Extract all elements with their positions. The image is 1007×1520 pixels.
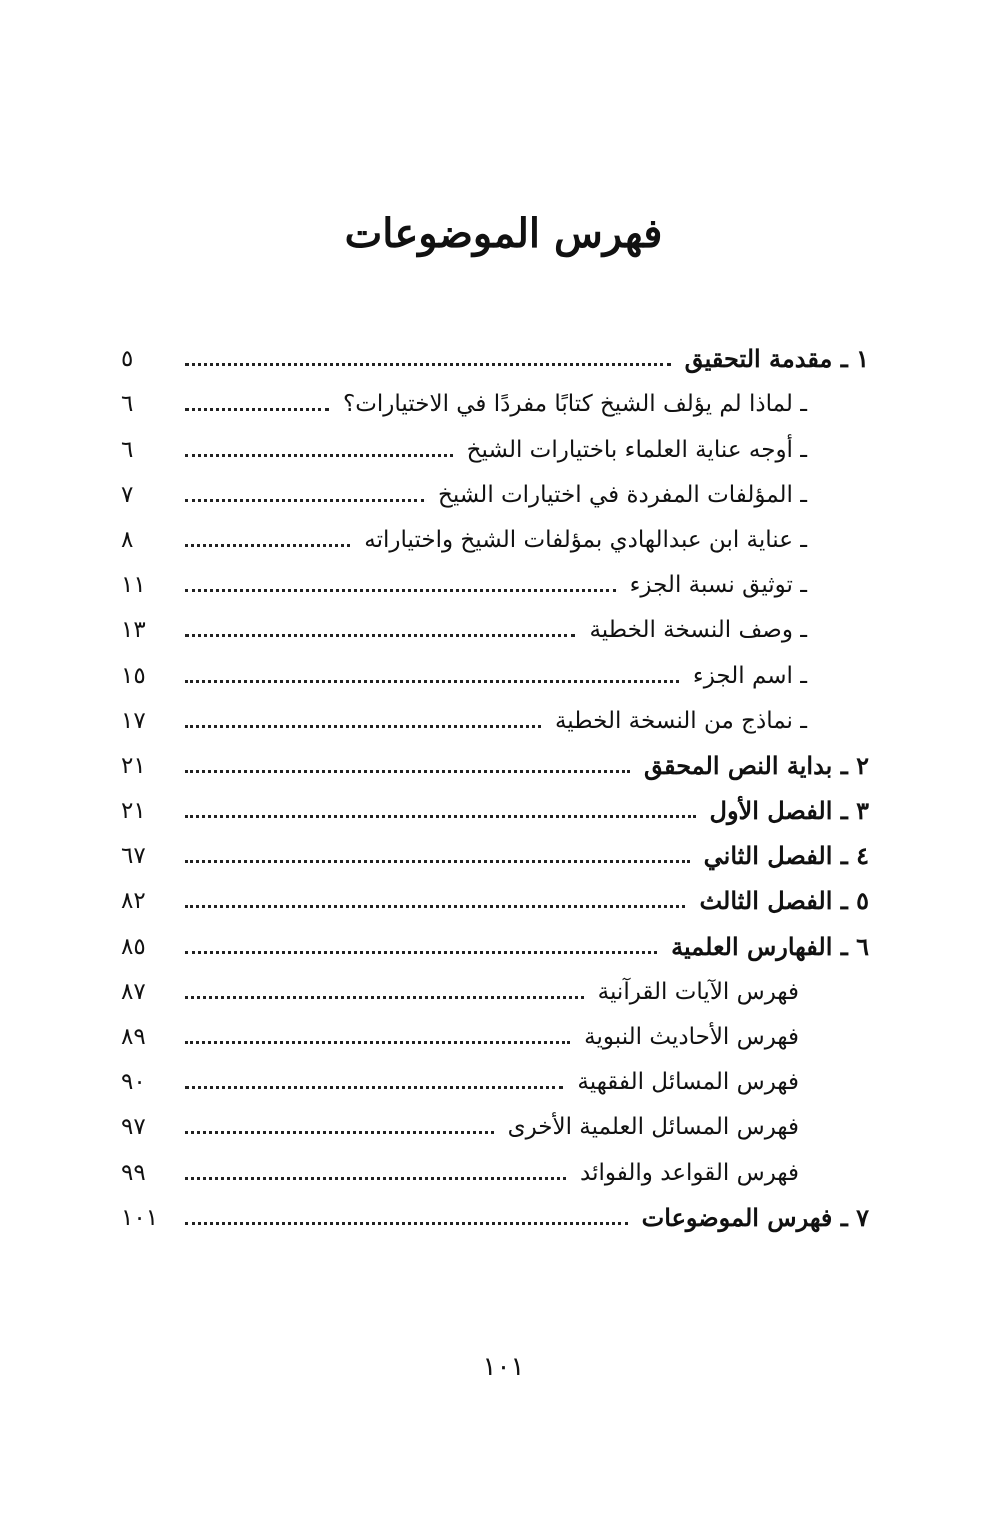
toc-entry-title: ٣ ـ الفصل الأول [709,796,869,826]
toc-entry-page-number: ٨٩ [121,1024,146,1050]
toc-entry-page-number: ٨ [121,526,134,553]
toc-entry-title: ـ نماذج من النسخة الخطية [554,707,807,734]
toc-entry-page-number: ١٥ [121,662,146,689]
dot-leader [185,1041,570,1044]
toc-entry [121,466,869,511]
table-of-contents [121,330,869,1234]
toc-entry-page-number: ٢١ [121,798,146,825]
toc-entry-title: فهرس المسائل الفقهية [577,1069,799,1096]
dot-leader [185,905,685,908]
toc-entry-page-number: ١١ [121,572,146,599]
toc-entry [121,601,869,646]
toc-entry [121,872,869,917]
toc-entry-page-number: ١٣ [121,617,146,644]
toc-entry [121,420,869,465]
toc-entry [121,375,869,420]
toc-entry-title: ـ توثيق نسبة الجزء [629,572,807,599]
dot-leader [185,860,690,863]
toc-entry-page-number: ٨٥ [121,933,146,960]
dot-leader [185,634,575,637]
toc-entry-title: ٦ ـ الفهارس العلمية [671,931,869,961]
toc-entry-title: ٤ ـ الفصل الثاني [703,841,869,871]
toc-entry [121,556,869,601]
dot-leader [185,589,616,592]
toc-entry [121,737,869,782]
toc-entry-page-number: ٧ [121,481,134,508]
toc-entry-page-number: ٨٧ [121,978,146,1005]
toc-entry [121,646,869,691]
toc-entry-title: ـ اسم الجزء [692,662,807,689]
toc-entry-title: ـ عناية ابن عبدالهادي بمؤلفات الشيخ واختياراته [364,526,807,553]
dot-leader [185,499,424,502]
toc-entry-page-number: ٩٠ [121,1069,146,1096]
toc-entry [121,1143,869,1188]
page-number: ١٠١ [482,1352,525,1382]
toc-entry [121,511,869,556]
toc-entry-title: فهرس المسائل العلمية الأخرى [507,1114,799,1141]
toc-entry-page-number: ٦٧ [121,843,146,870]
toc-entry-page-number: ١٠١ [121,1204,159,1231]
dot-leader [185,1131,494,1134]
dot-leader [185,1222,628,1225]
toc-entry [121,330,869,375]
toc-entry [121,1098,869,1143]
toc-entry [121,963,869,1008]
toc-entry-page-number: ٥ [121,346,134,373]
dot-leader [185,1086,563,1089]
dot-leader [185,725,541,728]
toc-entry-title: ـ أوجه عناية العلماء باختيارات الشيخ [466,436,807,463]
toc-entry-page-number: ٩٩ [121,1159,146,1186]
toc-entry-page-number: ٨٢ [121,888,146,915]
dot-leader [185,996,584,999]
toc-entry [121,1008,869,1053]
dot-leader [185,680,679,683]
toc-entry-title: ٢ ـ بداية النص المحقق [644,750,869,780]
toc-entry-page-number: ١٧ [121,707,146,734]
toc-entry-page-number: ٦ [121,436,134,463]
toc-entry [121,1053,869,1098]
dot-leader [185,544,350,547]
toc-entry-title: ٥ ـ الفصل الثالث [699,886,869,916]
dot-leader [185,951,657,954]
dot-leader [185,1177,566,1180]
toc-entry-title: ـ لماذا لم يؤلف الشيخ كتابًا مفردًا في الاختيارات؟ [342,391,807,418]
toc-entry [121,692,869,737]
toc-entry-title: فهرس القواعد والفوائد [580,1159,799,1186]
toc-entry [121,1189,869,1234]
toc-entry-page-number: ٦ [121,391,134,418]
toc-entry [121,782,869,827]
toc-entry-title: فهرس الأحاديث النبوية [584,1024,799,1050]
dot-leader [185,815,696,818]
toc-entry [121,827,869,872]
page-title: فهرس الموضوعات [344,210,663,257]
toc-entry-page-number: ٩٧ [121,1114,146,1141]
dot-leader [185,363,671,366]
toc-entry-title: ـ وصف النسخة الخطية [589,617,807,644]
toc-entry-page-number: ٢١ [121,752,146,779]
dot-leader [185,454,453,457]
toc-entry-title: ٧ ـ فهرس الموضوعات [641,1202,869,1232]
toc-entry-title: ـ المؤلفات المفردة في اختيارات الشيخ [438,481,807,508]
toc-entry-title: ١ ـ مقدمة التحقيق [684,344,869,374]
dot-leader [185,770,630,773]
toc-entry [121,917,869,962]
toc-entry-title: فهرس الآيات القرآنية [597,978,799,1005]
dot-leader [185,408,329,411]
